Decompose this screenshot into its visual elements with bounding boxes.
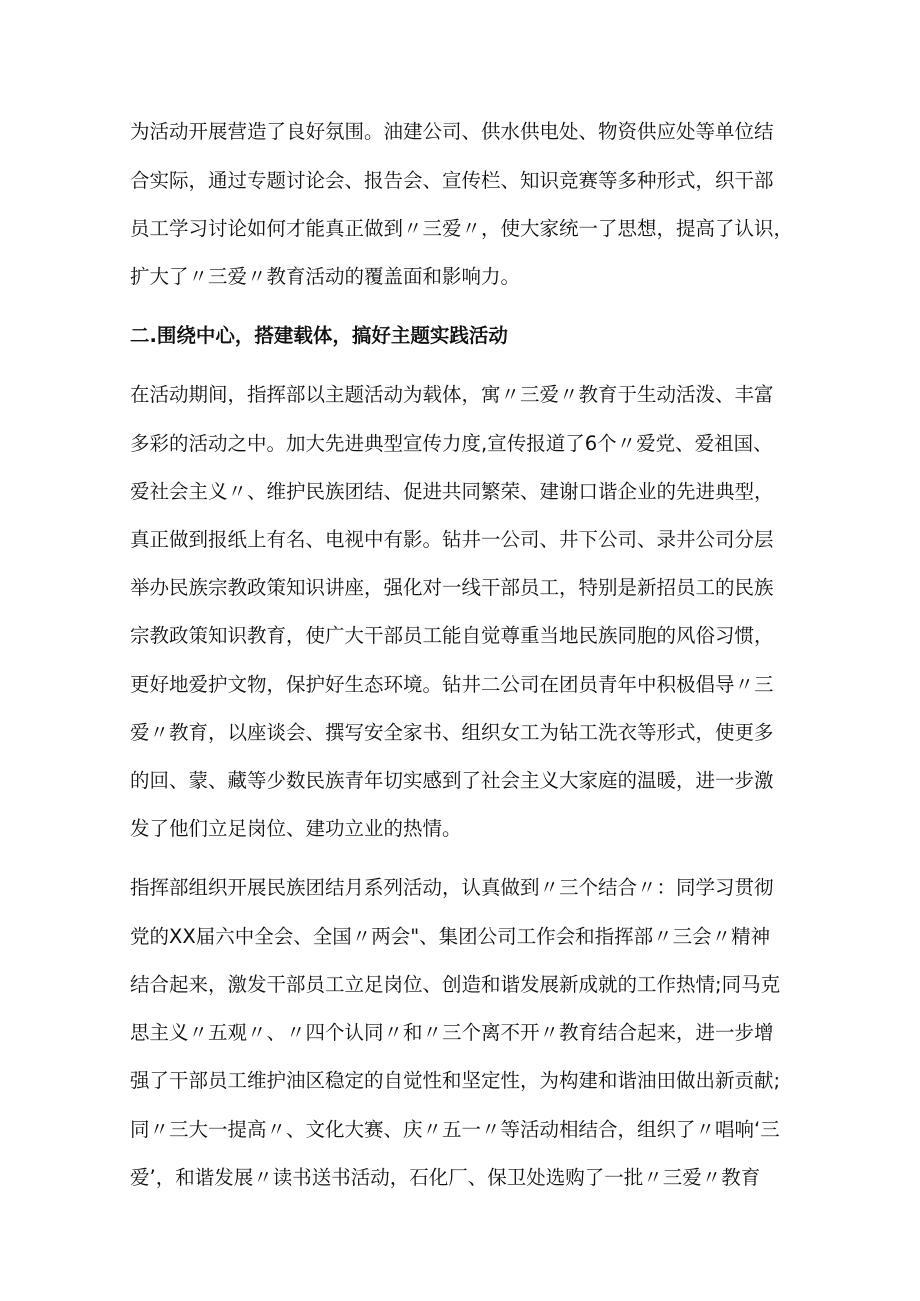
paragraph-2-line-8: 爱〃教育，以座谈会、撰写安全家书、组织女工为钻工洗衣等形式，使更多: [130, 721, 774, 744]
paragraph-1-line-2: 合实际，通过专题讨论会、报告会、宣传栏、知识竞赛等多种形式，织干部: [130, 169, 774, 192]
paragraph-3-line-7: 爱’，和谐发展〃读书送书活动，石化厂、保卫处选购了一批〃三爱〃教育: [130, 1166, 761, 1189]
paragraph-2-line-9: 的回、蒙、藏等少数民族青年切实感到了社会主义大家庭的温暖，进一步激: [130, 769, 774, 792]
paragraph-3-line-4: 思主义〃五观〃、〃四个认同〃和〃三个离不开〃教育结合起来，进一步增: [130, 1021, 774, 1044]
paragraph-2-line-2: 多彩的活动之中。加大先进典型宣传力度,宣传报道了6个〃爱党、爱祖国、: [130, 432, 773, 455]
paragraph-2-line-3: 爱社会主义〃、维护民族团结、促进共同繁荣、建谢口谐企业的先进典型，: [130, 480, 774, 503]
paragraph-1-line-4: 扩大了〃三爱〃教育活动的覆盖面和影响力。: [130, 265, 521, 288]
paragraph-2-line-10: 发了他们立足岗位、建功立业的热情。: [130, 817, 462, 840]
paragraph-3-line-6: 同〃三大一提高〃、文化大赛、庆〃五一〃等活动相结合，组织了〃唱响‘三: [130, 1118, 780, 1141]
paragraph-1-line-1: 为活动开展营造了良好氛围。油建公司、供水供电处、物资供应处等单位结: [130, 120, 774, 143]
paragraph-1-line-3: 员工学习讨论如何才能真正做到〃三爱〃，使大家统一了思想，提高了认识，: [130, 217, 794, 240]
paragraph-2-line-5: 举办民族宗教政策知识讲座，强化对一线干部员工，特别是新招员工的民族: [130, 576, 774, 599]
paragraph-2-line-7: 更好地爱护文物，保护好生态环境。钻井二公司在团员青年中积极倡导〃三: [130, 673, 774, 696]
paragraph-2-line-4: 真正做到报纸上有名、电视中有影。钻井一公司、井下公司、录井公司分层: [130, 528, 774, 551]
section-heading: 二.围绕中心，搭建载体，搞好主题实践活动: [130, 324, 508, 347]
paragraph-2-line-1: 在活动期间，指挥部以主题活动为载体，寓〃三爱〃教育于生动活泼、丰富: [130, 383, 774, 406]
paragraph-3-line-5: 强了干部员工维护油区稳定的自觉性和坚定性，为构建和谐油田做出新贡献;: [130, 1069, 781, 1092]
paragraph-2-line-6: 宗教政策知识教育，使广大干部员工能自觉尊重当地民族同胞的风俗习惯，: [130, 624, 774, 647]
paragraph-3-line-3: 结合起来，激发干部员工立足岗位、创造和谐发展新成就的工作热情;同马克: [130, 973, 781, 996]
paragraph-3-line-2: 党的XX届六中全会、全国〃两会"、集团公司工作会和指挥部〃三会〃精神: [130, 925, 771, 948]
paragraph-3-line-1: 指挥部组织开展民族团结月系列活动，认真做到〃三个结合〃：同学习贯彻: [130, 876, 774, 899]
